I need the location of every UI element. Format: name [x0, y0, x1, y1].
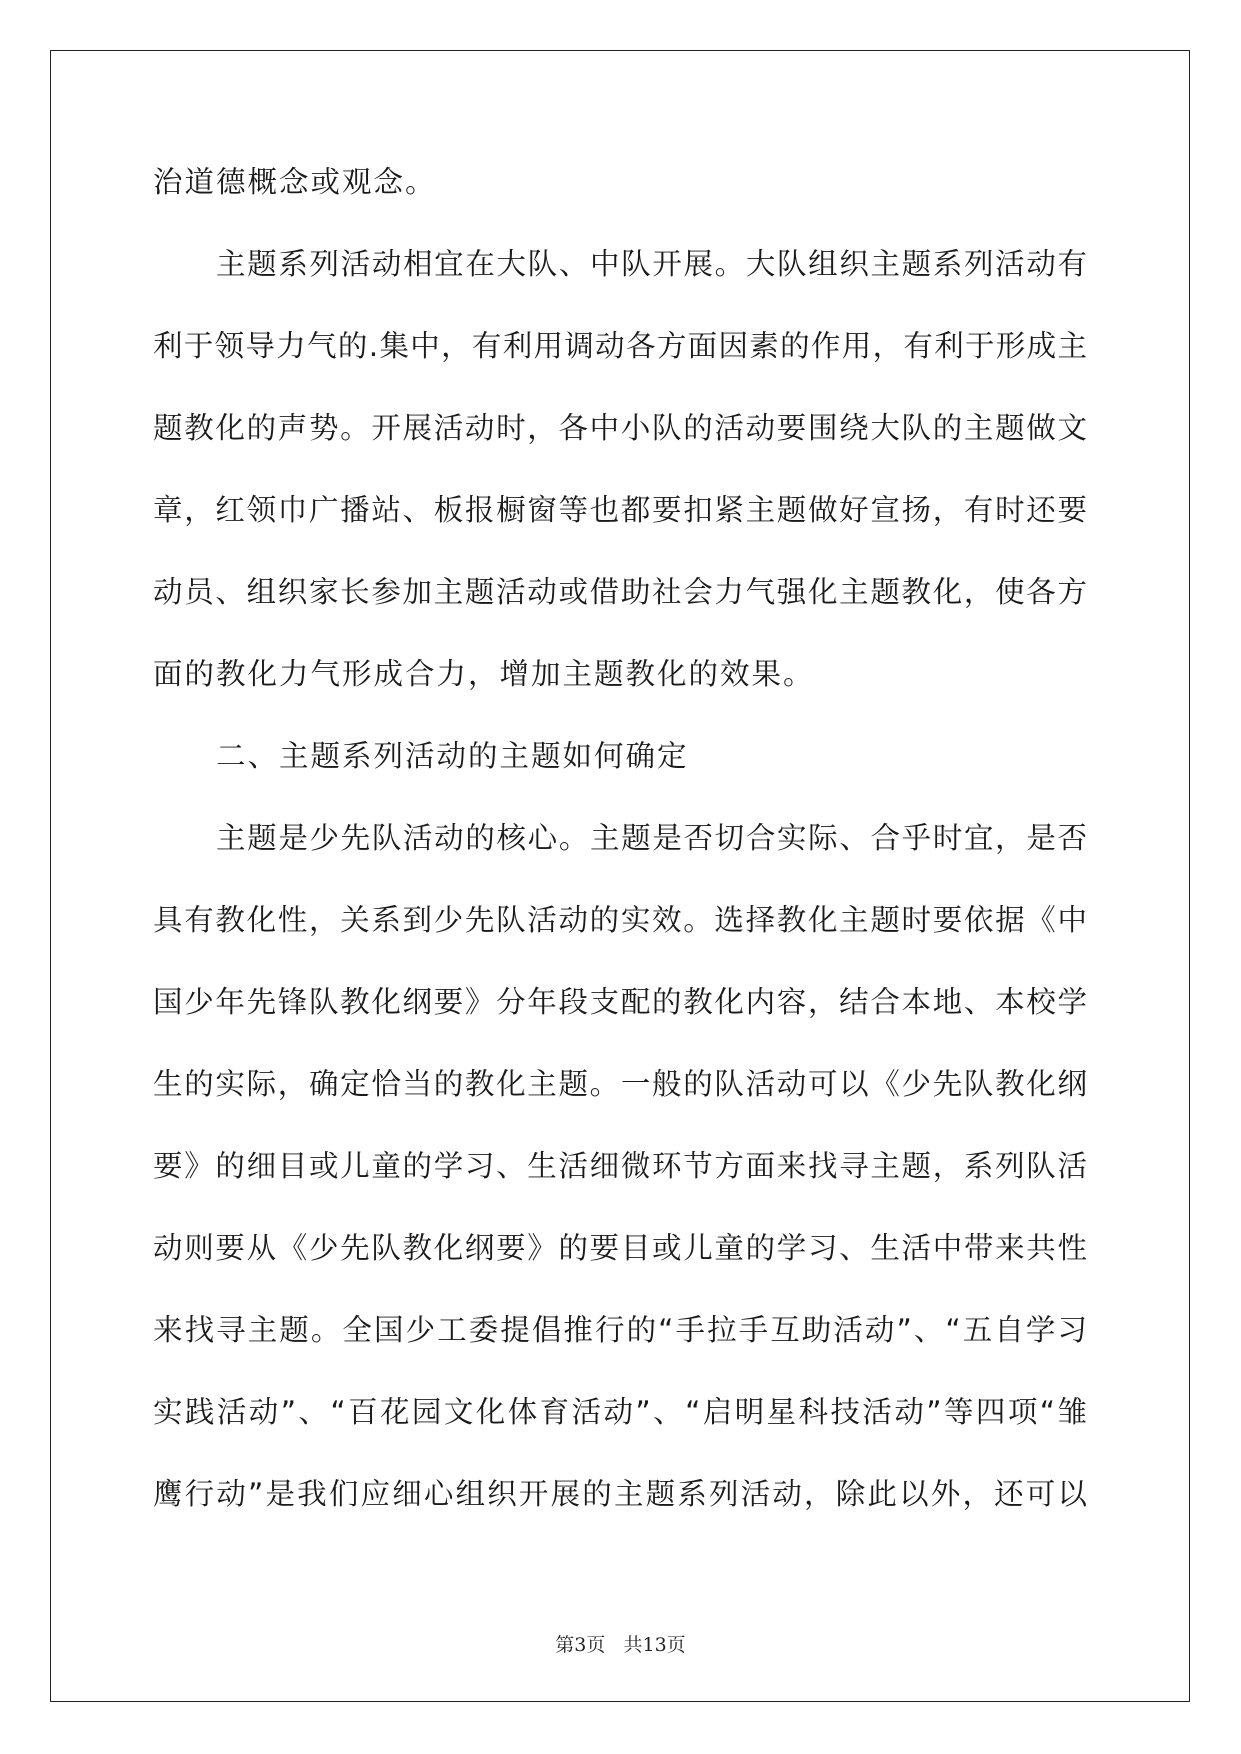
text-line: 治道德概念或观念。: [153, 165, 437, 199]
text-line: 动员、组织家长参加主题活动或借助社会力气强化主题教化，使各方: [153, 575, 1087, 609]
text-line: 面的教化力气形成合力，增加主题教化的效果。: [153, 657, 815, 691]
text-line: 鹰行动”是我们应细心组织开展的主题系列活动，除此以外，还可以: [153, 1477, 1087, 1511]
text-line: 动则要从《少先队教化纲要》的要目或儿童的学习、生活中带来共性: [153, 1231, 1087, 1265]
text-line: 要》的细目或儿童的学习、生活细微环节方面来找寻主题，系列队活: [153, 1149, 1087, 1183]
text-line: 章，红领巾广播站、板报橱窗等也都要扣紧主题做好宣扬，有时还要: [153, 493, 1087, 527]
section-heading: 二、主题系列活动的主题如何确定: [216, 739, 689, 773]
text-line: 国少年先锋队教化纲要》分年段支配的教化内容，结合本地、本校学: [153, 985, 1087, 1019]
text-line: 来找寻主题。全国少工委提倡推行的“手拉手互助活动”、“五自学习: [153, 1313, 1087, 1347]
text-line: 生的实际，确定恰当的教化主题。一般的队活动可以《少先队教化纲: [153, 1067, 1087, 1101]
text-line: 实践活动”、“百花园文化体育活动”、“启明星科技活动”等四项“雏: [153, 1395, 1087, 1429]
text-line: 利于领导力气的.集中，有利用调动各方面因素的作用，有利于形成主: [153, 329, 1087, 363]
text-line: 主题系列活动相宜在大队、中队开展。大队组织主题系列活动有: [216, 247, 1087, 281]
text-line: 具有教化性，关系到少先队活动的实效。选择教化主题时要依据《中: [153, 903, 1087, 937]
text-line: 主题是少先队活动的核心。主题是否切合实际、合乎时宜，是否: [216, 821, 1087, 855]
text-line: 题教化的声势。开展活动时，各中小队的活动要围绕大队的主题做文: [153, 411, 1087, 445]
page-number: 第3页 共13页: [555, 1634, 686, 1656]
page-border: [50, 50, 1190, 1702]
